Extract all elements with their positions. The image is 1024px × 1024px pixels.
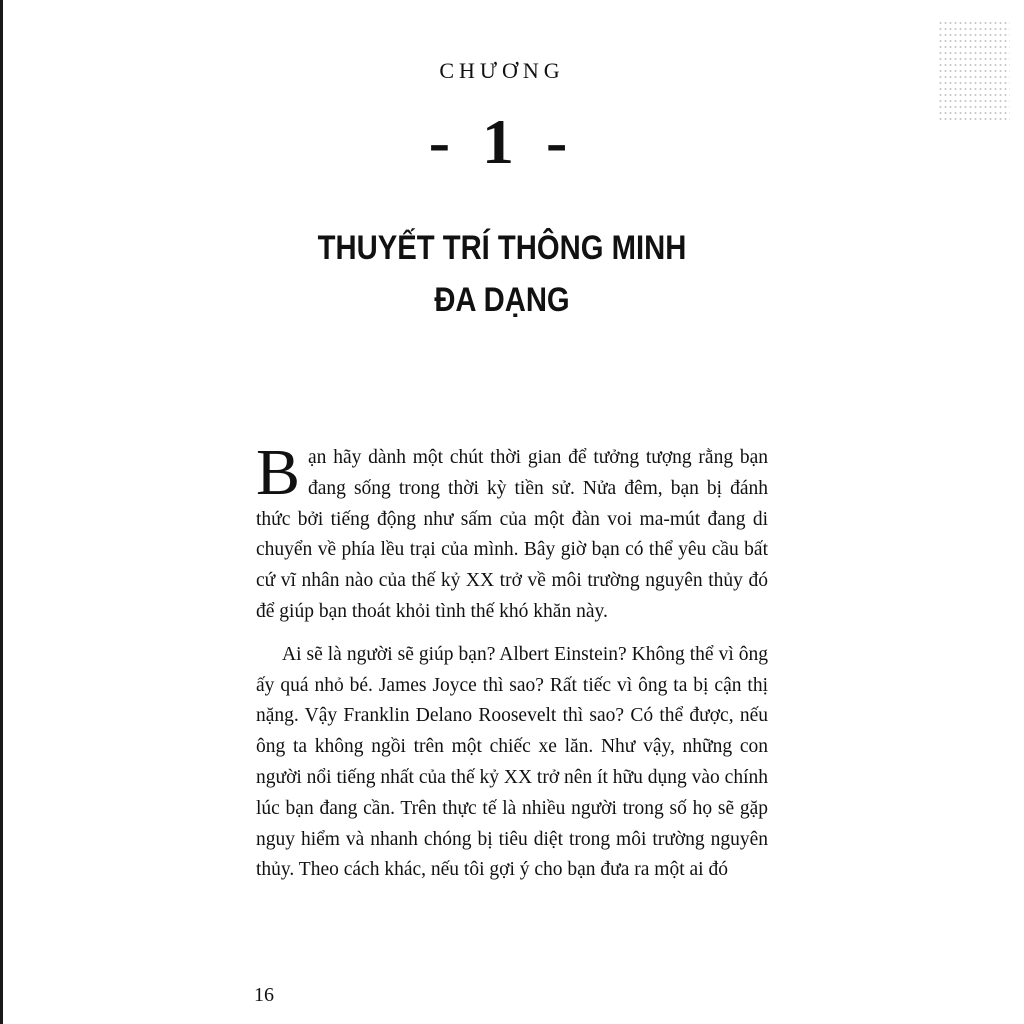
body-text (256, 436, 768, 886)
paragraph-1 (256, 436, 768, 628)
chapter-title (70, 222, 933, 326)
drop-cap: B (256, 436, 301, 509)
chapter-label: CHƯƠNG (439, 58, 565, 83)
page-number: 16 (254, 984, 274, 1006)
paragraph-2: Ai sẽ là người sẽ giúp bạn? Albert Einstein? Không thể vì ông ấy quá nhỏ bé. James Joyce thì sao? Rất tiếc vì ông ta bị cận thị nặng. Vậy Franklin Delano Roosevelt thì sao? Có thể được, nếu ông ta không ngồi trên một chiếc xe lăn. Như vậy, những con người nổi tiếng nhất của thế kỷ XX trở nên ít hữu dụng vào chính lúc bạn đang cần. Trên thực tế là nhiều người trong số họ sẽ gặp nguy hiểm và nhanh chóng bị tiêu diệt trong môi trường nguyên thủy. Theo cách khác, nếu tôi gợi ý cho bạn đưa ra một ai đó (256, 643, 768, 881)
chapter-title-line2: ĐA DẠNG (434, 281, 570, 319)
chapter-number: - 1 - (428, 106, 576, 177)
chapter-title-line1: THUYẾT TRÍ THÔNG MINH (317, 229, 687, 267)
paragraph-1-text: ạn hãy dành một chút thời gian để tưởng tượng rằng bạn đang sống trong thời kỳ tiền sử. Nửa đêm, bạn bị đánh thức bởi tiếng động như sấm của một đàn voi ma-mút đang di chuyển về phía lều trại của mình. Bây giờ bạn có thể yêu cầu bất cứ vĩ nhân nào của thế kỷ XX trở về môi trường nguyên thủy đó để giúp bạn thoát khỏi tình thế khó khăn này. (256, 447, 768, 622)
